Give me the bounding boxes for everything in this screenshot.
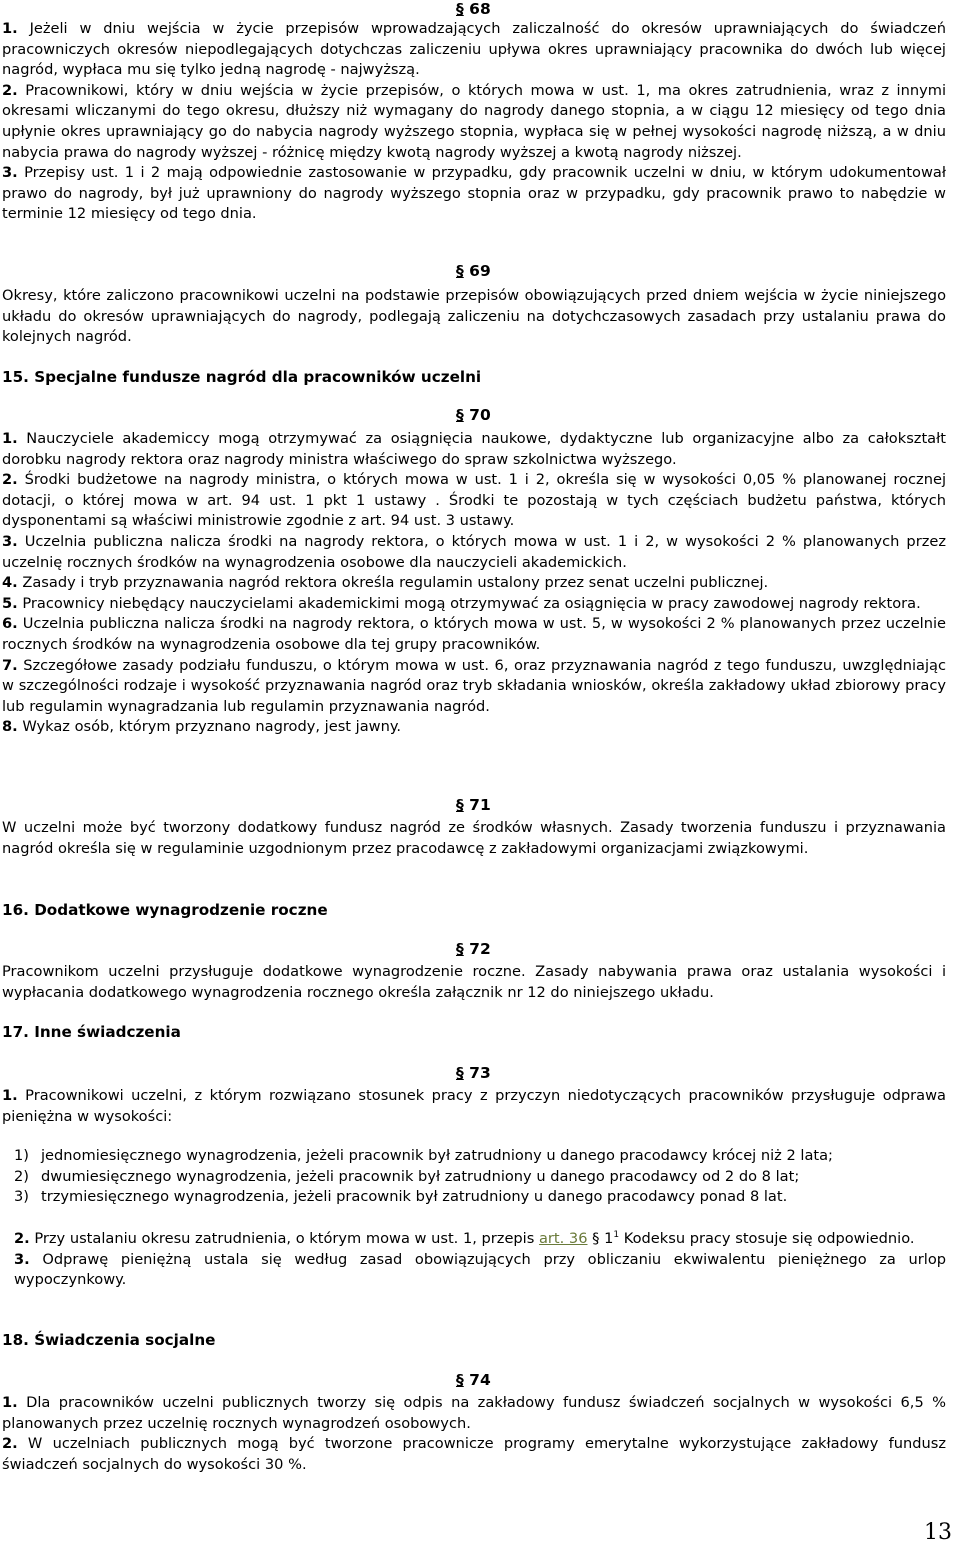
- page-number: 13: [924, 1520, 952, 1545]
- heading-18: 18. Świadczenia socjalne: [2, 1331, 216, 1349]
- list-item: 3) trzymiesięcznego wynagrodzenia, jeżeli pracownik był zatrudniony u danego pracodawcy ponad 8 lat.: [14, 1188, 788, 1206]
- section-70-body: [2, 429, 946, 738]
- severance-list: [14, 1146, 946, 1208]
- section-69-body: Okresy, które zaliczono pracownikowi uczelni na podstawie przepisów obowiązujących przed dniem wejścia w życie niniejszego układu do okresów uprawniających do nagrody, podlegają zaliczeniu na dotychczasowych zasadach przy ustalaniu prawa do kolejnych nagród.: [2, 287, 946, 346]
- section-70-title: § 70: [456, 406, 491, 424]
- s74-paragraph-2: 2. W uczelniach publicznych mogą być tworzone pracownicze programy emerytalne wykorzystujące zakładowy fundusz świadczeń socjalnych do wysokości 30 %.: [2, 1435, 946, 1473]
- heading-17: 17. Inne świadczenia: [2, 1023, 181, 1041]
- section-74-body: [2, 1393, 946, 1475]
- section-71-body: W uczelni może być tworzony dodatkowy fundusz nagród ze środków własnych. Zasady tworzenia funduszu i przyznawania nagród określa się w regulaminie uzgodnionym przez pracodawcę z zakładowymi organizacjami związkowymi.: [2, 819, 946, 857]
- heading-16: 16. Dodatkowe wynagrodzenie roczne: [2, 901, 328, 919]
- section-68-body: [2, 19, 946, 225]
- s70-paragraph: 1. Nauczyciele akademiccy mogą otrzymywać za osiągnięcia naukowe, dydaktyczne lub organizacyjne albo za całokształt dorobku nagrody rektora oraz nagrody ministra właściwego do spraw szkolnictwa wyższego.: [2, 430, 946, 468]
- s70-paragraph: 2. Środki budżetowe na nagrody ministra, o których mowa w ust. 1 i 2, określa się w wysokości 0,05 % planowanej rocznej dotacji, o której mowa w art. 94 ust. 1 pkt 1 ustawy . Środki te pozostają w tych częściach budżetu państwa, których dysponentami są właściwi ministrowie zgodnie z art. 94 ust. 3 ustawy.: [2, 471, 946, 530]
- s70-paragraph: 5. Pracownicy niebędący nauczycielami akademickimi mogą otrzymywać za osiągnięcia w pracy zawodowej nagrody rektora.: [2, 594, 921, 612]
- list-item: 2) dwumiesięcznego wynagrodzenia, jeżeli pracownik był zatrudniony u danego pracodawcy od 2 do 8 lat;: [14, 1167, 800, 1185]
- s70-paragraph: 3. Uczelnia publiczna nalicza środki na nagrody rektora, o których mowa w ust. 1 i 2, w wysokości 2 % planowanych przez uczelnię rocznych środków na wynagrodzenia osobowe dla nauczycieli akademickich.: [2, 532, 946, 571]
- section-72-title: § 72: [456, 940, 491, 958]
- heading-15: 15. Specjalne fundusze nagród dla pracowników uczelni: [2, 368, 482, 386]
- section-68-title: § 68: [456, 0, 491, 18]
- s74-paragraph-1: 1. Dla pracowników uczelni publicznych tworzy się odpis na zakładowy fundusz świadczeń socjalnych w wysokości 6,5 % planowanych przez uczelnię rocznych wynagrodzeń osobowych.: [2, 1394, 947, 1432]
- section-73-title: § 73: [456, 1064, 491, 1082]
- s68-paragraph-3: 3. Przepisy ust. 1 i 2 mają odpowiednie zastosowanie w przypadku, gdy pracownik uczelni w dniu, w którym udokumentował prawo do nagrody, był już uprawniony do nagrody wyższego stopnia oraz w przypadku, gdy pracownik prawo to nabędzie w terminie 12 miesięcy od tego dnia.: [2, 164, 946, 223]
- list-item: 1) jednomiesięcznego wynagrodzenia, jeżeli pracownik był zatrudniony u danego pracodawcy krócej niż 2 lata;: [14, 1147, 833, 1164]
- section-72-body: Pracownikom uczelni przysługuje dodatkowe wynagrodzenie roczne. Zasady nabywania prawa oraz ustalania wysokości i wypłacania dodatkowego wynagrodzenia rocznego określa załącznik nr 12 do niniejszego układu.: [2, 963, 946, 1001]
- s70-paragraph: 6. Uczelnia publiczna nalicza środki na nagrody rektora, o których mowa w ust. 5, w wysokości 2 % planowanych przez uczelnie rocznych środków na wynagrodzenia osobowe dla tej grupy pracowników.: [2, 615, 947, 653]
- s70-paragraph: 8. Wykaz osób, którym przyznano nagrody, jest jawny.: [2, 718, 402, 736]
- s68-paragraph-1: 1. Jeżeli w dniu wejścia w życie przepisów wprowadzających zaliczalność do okresów uprawniających do świadczeń pracowniczych okresów niepodlegających dotychczas zaliczeniu upływa okres uprawniający pracownika do dwóch lub więcej nagród, wypłaca mu się tylko jedną nagrodę - najwyższą.: [2, 20, 946, 79]
- section-73-paragraphs-2-3: [14, 1229, 946, 1291]
- s68-paragraph-2: 2. Pracownikowi, który w dniu wejścia w życie przepisów, o których mowa w ust. 1, ma okres zatrudnienia, wraz z innymi okresami wliczanymi do tego okresu, dłuższy niż wymagany do nagrody danego stopnia, a w ciągu 12 miesięcy od tego dnia upłynie okres uprawniający go do nabycia nagrody wyższego stopnia, wypłaca się w pełnej wysokości nagrodę niższą, a w dniu nabycia prawa do nagrody wyższej - różnicę między kwotą nagrody wyższej a kwotą nagrody niższej.: [2, 81, 946, 161]
- section-74-title: § 74: [456, 1371, 491, 1389]
- art-36-link[interactable]: art. 36: [538, 1230, 588, 1247]
- section-73-paragraph-1: 1. Pracownikowi uczelni, z którym rozwiązano stosunek pracy z przyczyn niedotyczących pracowników przysługuje odprawa pieniężna w wysokości:: [2, 1087, 946, 1125]
- section-69-title: § 69: [456, 262, 491, 280]
- s70-paragraph: 4. Zasady i tryb przyznawania nagród rektora określa regulamin ustalony przez senat uczelni publicznej.: [2, 574, 769, 592]
- s73-paragraph-2: 2. Przy ustalaniu okresu zatrudnienia, o którym mowa w ust. 1, przepis art. 36 § $1^1$ Kodeksu pracy stosuje się odpowiednio.: [14, 1230, 915, 1247]
- s73-paragraph-3: 3. Odprawę pieniężną ustala się według zasad obowiązujących przy obliczaniu ekwiwalentu pieniężnego za urlop wypoczynkowy.: [14, 1250, 947, 1289]
- section-71-title: § 71: [456, 796, 491, 814]
- s70-paragraph: 7. Szczegółowe zasady podziału funduszu, o którym mowa w ust. 6, oraz przyznawania nagród z tego funduszu, uwzględniając w szczególności rodzaje i wysokość przyznawania nagród oraz tryb składania wniosków, określa zakładowy układ zbiorowy pracy lub regulamin wynagradzania lub regulamin przyznawania nagród.: [2, 656, 946, 715]
